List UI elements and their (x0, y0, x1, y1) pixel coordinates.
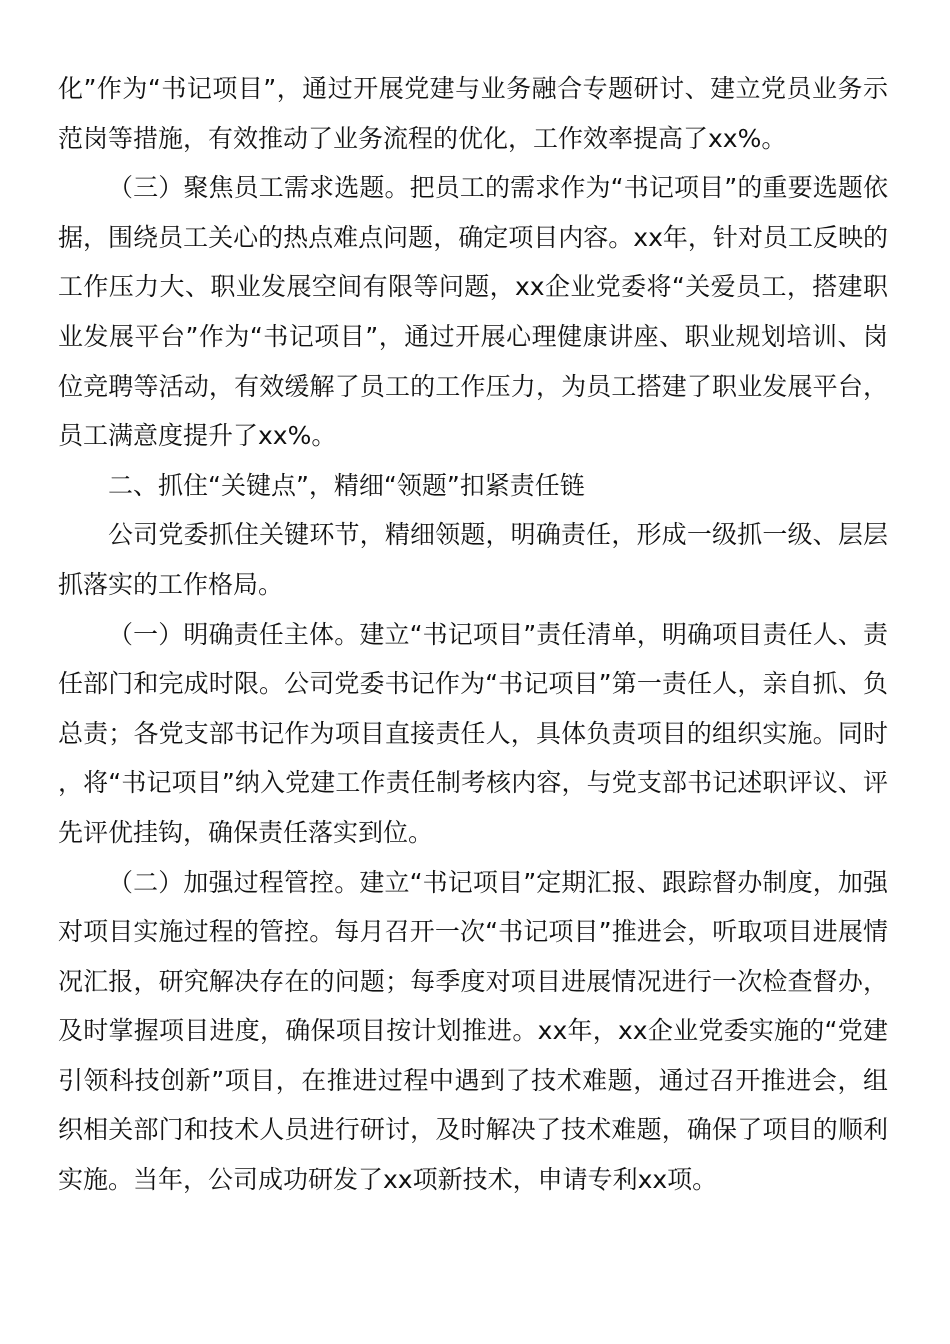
document-body (58, 64, 888, 1205)
paragraph-employee-needs: （三）聚焦员工需求选题。把员工的需求作为“书记项目”的重要选题依据，围绕员工关心的热点难点问题，确定项目内容。xx年，针对员工反映的工作压力大、职业发展空间有限等问题，xx企业党委将“关爱员工，搭建职业发展平台”作为“书记项目”，通过开展心理健康讲座、职业规划培训、岗位竞聘等活动，有效缓解了员工的工作压力，为员工搭建了职业发展平台，员工满意度提升了xx%。 (58, 173, 888, 451)
section-heading-key-points: 二、抓住“关键点”，精细“领题”扣紧责任链 (108, 470, 585, 500)
paragraph-section-intro: 公司党委抓住关键环节，精细领题，明确责任，形成一级抓一级、层层抓落实的工作格局。 (58, 520, 888, 599)
paragraph-continuation: 化”作为“书记项目”，通过开展党建与业务融合专题研讨、建立党员业务示范岗等措施，有效推动了业务流程的优化，工作效率提高了xx%。 (58, 74, 888, 153)
paragraph-responsibility-subject: （一）明确责任主体。建立“书记项目”责任清单，明确项目责任人、责任部门和完成时限。公司党委书记作为“书记项目”第一责任人，亲自抓、负总责；各党支部书记作为项目直接责任人，具体负责项目的组织实施。同时，将“书记项目”纳入党建工作责任制考核内容，与党支部书记述职评议、评先评优挂钩，确保责任落实到位。 (58, 619, 888, 847)
paragraph-process-control: （二）加强过程管控。建立“书记项目”定期汇报、跟踪督办制度，加强对项目实施过程的管控。每月召开一次“书记项目”推进会，听取项目进展情况汇报，研究解决存在的问题；每季度对项目进展情况进行一次检查督办，及时掌握项目进度，确保项目按计划推进。xx年，xx企业党委实施的“党建引领科技创新”项目，在推进过程中遇到了技术难题，通过召开推进会，组织相关部门和技术人员进行研讨，及时解决了技术难题，确保了项目的顺利实施。当年，公司成功研发了xx项新技术，申请专利xx项。 (58, 867, 888, 1195)
